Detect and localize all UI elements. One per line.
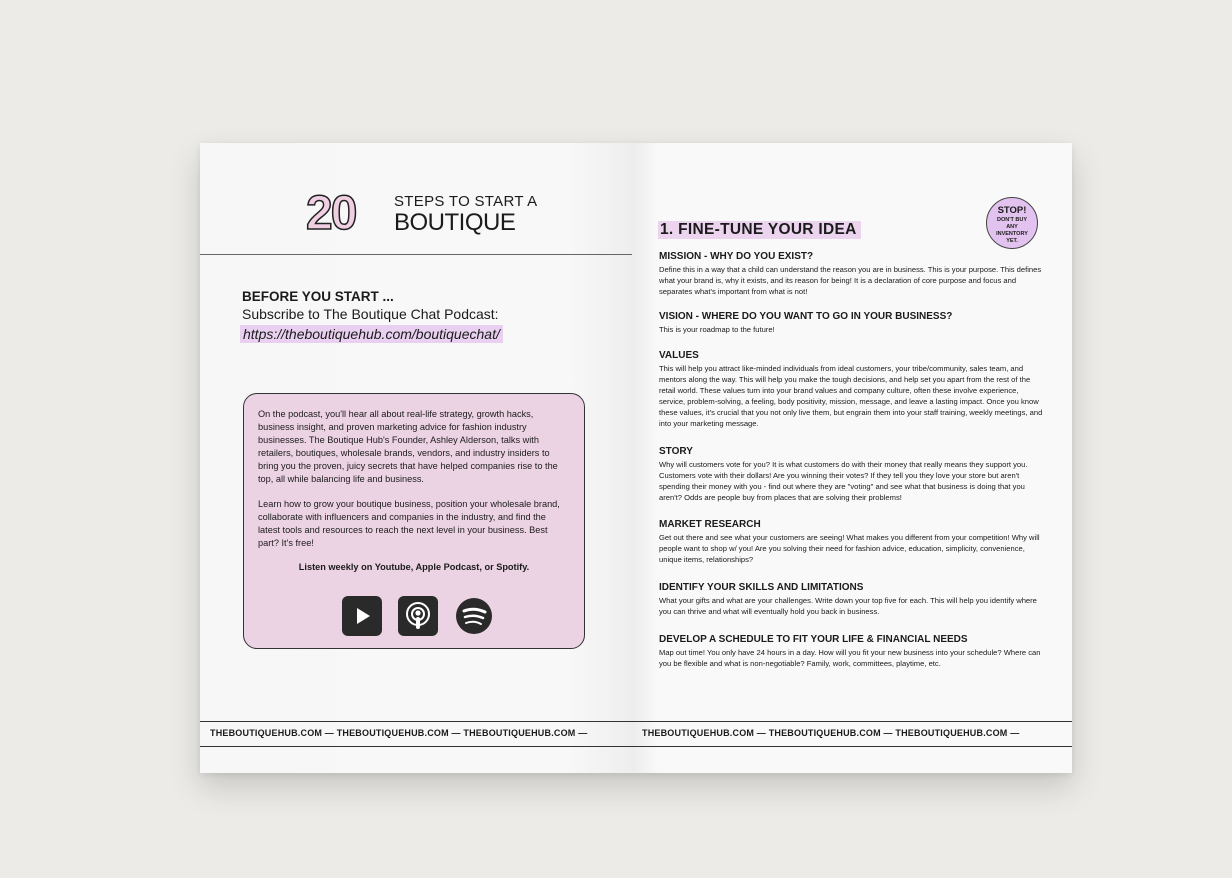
podcast-paragraph-2: Learn how to grow your boutique business, position your wholesale brand, collaborate with influencers and companies in the industry, and find the latest tools and resources to reach the next level in your business. Best part? It's free!	[258, 499, 560, 548]
section-market-research	[659, 519, 1045, 565]
footer-line-bottom	[200, 746, 632, 747]
title-line-1: STEPS TO START A	[394, 193, 538, 210]
podcast-link[interactable]: https://theboutiquehub.com/boutiquechat/	[240, 325, 503, 343]
section-schedule	[659, 634, 1045, 669]
section-skills	[659, 582, 1045, 617]
section-heading: MISSION - WHY DO YOU EXIST?	[659, 251, 814, 262]
section-heading: STORY	[659, 446, 693, 457]
section-body: Get out there and see what your customers are seeing! What makes you different from your competition! Why will people want to shop w/ you! Are you solving their need for fashion advice, education, simplicity, convenience, unique items, relationships?	[659, 533, 1040, 564]
section-body: Map out time! You only have 24 hours in a day. How will you fit your new business into your schedule? Where can you be flexible and what is non-negotiable? Family, work, committees, playtime, etc.	[659, 648, 1041, 668]
stop-badge-text: DON'T BUY ANY INVENTORY YET.	[996, 217, 1028, 244]
title-number: 20	[306, 187, 356, 240]
stop-badge	[986, 197, 1038, 249]
section-body: What your gifts and what are your challenges. Write down your top five for each. This will help you identify where you can thrive and what will eventually hold you back in business.	[659, 596, 1037, 616]
right-footer	[632, 721, 1072, 747]
youtube-icon[interactable]	[342, 596, 382, 636]
podcast-info-box	[243, 393, 585, 649]
right-footer-text: THEBOUTIQUEHUB.COM — THEBOUTIQUEHUB.COM — THEBOUTIQUEHUB.COM —	[642, 728, 1020, 738]
section-values	[659, 350, 1045, 429]
footer-line-bottom	[632, 746, 1072, 747]
booklet-spread	[200, 143, 1072, 773]
section-heading: VISION - WHERE DO YOU WANT TO GO IN YOUR BUSINESS?	[659, 311, 953, 322]
left-footer	[200, 721, 632, 747]
section-mission	[659, 251, 1045, 297]
title-line-2: BOUTIQUE	[394, 209, 516, 236]
right-page	[632, 143, 1072, 773]
subscribe-text: Subscribe to The Boutique Chat Podcast:	[242, 306, 499, 322]
section-body: Why will customers vote for you? It is what customers do with their money that really means they support you. Customers vote with their dollars! Are you winning their votes? If they tell you they love your store but aren't spending their money with you - find out where they are "voting" and see what that business is doing that you aren't? Odds are people buy from places that are solving their problems!	[659, 460, 1028, 502]
title-divider	[200, 254, 632, 255]
stop-badge-title: STOP!	[997, 205, 1027, 216]
listen-text: Listen weekly on Youtube, Apple Podcast, or Spotify.	[298, 562, 530, 572]
section-heading: MARKET RESEARCH	[659, 519, 761, 530]
section-title: 1. FINE-TUNE YOUR IDEA	[658, 221, 861, 239]
section-heading: IDENTIFY YOUR SKILLS AND LIMITATIONS	[659, 582, 864, 593]
apple-podcast-icon[interactable]	[398, 596, 438, 636]
spotify-icon[interactable]	[454, 596, 494, 636]
podcast-paragraph-1: On the podcast, you'll hear all about real-life strategy, growth hacks, business insight, and proven marketing advice for fashion industry businesses. The Boutique Hub's Founder, Ashley Alderson, talks with retailers, boutiques, wholesale brands, vendors, and industry insiders to bring you the proven, juicy secrets that have helped companies rise to the top, all while balancing life and business.	[258, 409, 558, 484]
section-story	[659, 446, 1045, 503]
section-heading: DEVELOP A SCHEDULE TO FIT YOUR LIFE & FINANCIAL NEEDS	[659, 634, 968, 645]
section-heading: VALUES	[659, 350, 699, 361]
left-page	[200, 143, 632, 773]
section-body: Define this in a way that a child can understand the reason you are in business. This is your purpose. This defines what your brand is, why it exists, and its reason for being! It is a declaration of core purpose and focus and separates what's important from what is not!	[659, 265, 1042, 296]
section-body: This will help you attract like-minded individuals from ideal customers, your tribe/community, sales team, and mentors along the way. This will help you make the tough decisions, and help set you apart from the rest of the retail world. These values turn into your brand values and company culture, often these involve experience, service, problem-solving, a feeling, body positivity, mission, message, and leave a lasting impact. Once you know these values, it's crucial that you not only live them, but engrain them into your staff training, weekly meetings, and into your marketing message.	[659, 364, 1043, 428]
left-footer-text: THEBOUTIQUEHUB.COM — THEBOUTIQUEHUB.COM — THEBOUTIQUEHUB.COM —	[210, 728, 588, 738]
before-heading: BEFORE YOU START ...	[242, 289, 394, 304]
platform-icons	[342, 596, 492, 636]
section-body: This is your roadmap to the future!	[659, 325, 775, 334]
section-vision	[659, 311, 1045, 335]
